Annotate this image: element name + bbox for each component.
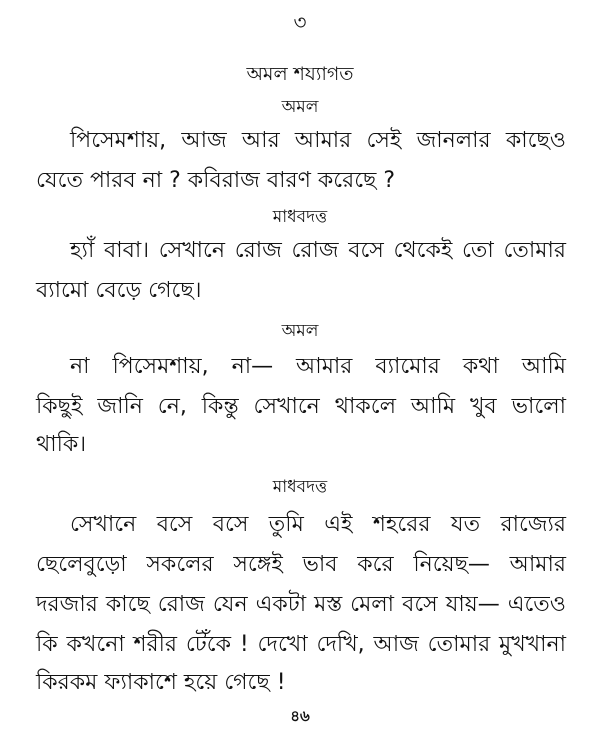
speaker-name: মাধবদত্ত <box>272 477 328 497</box>
dialogue-line: কি কখনো শরীর টেঁকে ! দেখো দেখি, আজ তোমার মুখখানা <box>36 632 566 657</box>
speaker-name: অমল <box>281 97 319 117</box>
dialogue-line: ব্যামো বেড়ে গেছে। <box>36 278 202 303</box>
dialogue-line: না পিসেমশায়, না— আমার ব্যামোর কথা আমি <box>70 354 566 379</box>
dialogue-line: কিরকম ফ্যাকাশে হয়ে গেছে ! <box>36 670 286 695</box>
dialogue-line: পিসেমশায়, আজ আর আমার সেই জানলার কাছেও <box>70 128 566 153</box>
dialogue-line: যেতে পারব না ? কবিরাজ বারণ করেছে ? <box>36 168 396 193</box>
act-number: ৩ <box>293 10 307 34</box>
dialogue-line: দরজার কাছে রোজ যেন একটা মস্ত মেলা বসে যায়— এতেও <box>36 592 566 617</box>
dialogue-line: হ্যাঁ বাবা। সেখানে রোজ রোজ বসে থেকেই তো তোমার <box>70 238 566 263</box>
dialogue-line: থাকি। <box>36 432 87 457</box>
page-number: ৪৬ <box>290 707 310 725</box>
speaker-name: মাধবদত্ত <box>272 207 328 227</box>
speaker-name: অমল <box>281 321 319 341</box>
dialogue-line: ছেলেবুড়ো সকলের সঙ্গেই ভাব করে নিয়েছ— আমার <box>36 552 566 577</box>
scene-title: অমল শয্যাগত <box>246 63 354 85</box>
dialogue-line: কিছুই জানি নে, কিন্তু সেখানে থাকলে আমি খুব ভালো <box>36 394 566 419</box>
dialogue-line: সেখানে বসে বসে তুমি এই শহরের যত রাজ্যের <box>70 512 566 537</box>
